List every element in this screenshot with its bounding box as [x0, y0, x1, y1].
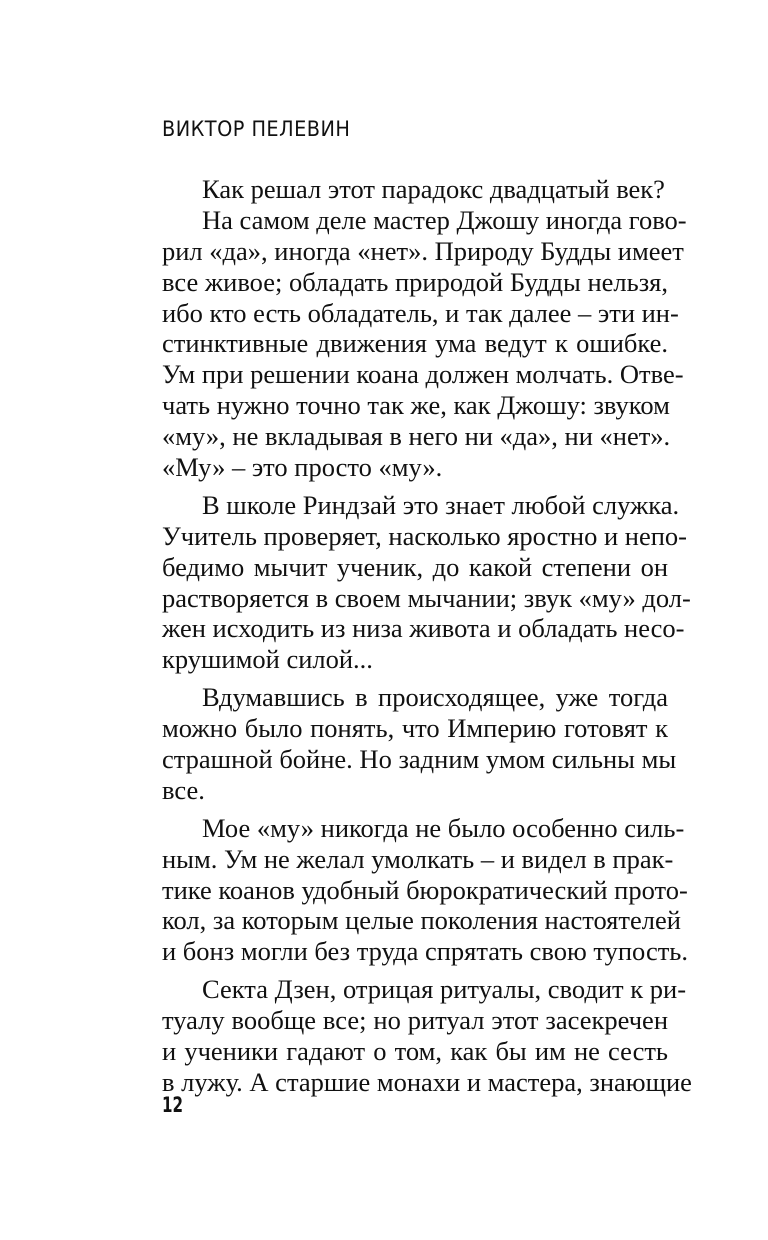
text-line: Ум при решении коана должен молчать. Отве- [162, 359, 684, 390]
text-line: жен исходить из низа живота и обладать несо- [162, 613, 685, 644]
text-line: все живое; обладать природой Будды нельзя, [162, 266, 668, 297]
body-text [162, 174, 692, 1098]
text-line: чать нужно точно так же, как Джошу: звуком [162, 390, 670, 421]
text-line: и бонз могли без труда спрятать свою тупость. [162, 936, 689, 967]
text-line: растворяется в своем мычании; звук «му» дол- [162, 582, 691, 613]
text-line: бедимо мычит ученик, до какой степени он [162, 551, 668, 582]
text-line: кол, за которым целые поколения настоятелей [162, 905, 681, 936]
text-line: «Му» – это просто «му». [162, 452, 443, 483]
text-line: в лужу. А старшие монахи и мастера, знающие [162, 1066, 692, 1097]
text-line: рил «да», иногда «нет». Природу Будды имеет [162, 235, 684, 266]
text-line: ибо кто есть обладатель, и так далее – эти ин- [162, 297, 679, 328]
running-head-author: ВИКТОР ПЕЛЕВИН [162, 117, 351, 141]
text-line: ным. Ум не желал умолкать – и видел в прак- [162, 843, 674, 874]
text-line: тике коанов удобный бюрократический прото- [162, 874, 688, 905]
text-line: На самом деле мастер Джошу иногда гово- [202, 204, 687, 235]
text-line: Учитель проверяет, насколько яростно и непо- [162, 520, 687, 551]
text-line: и ученики гадают о том, как бы им не сесть [162, 1036, 668, 1067]
text-line: Мое «му» никогда не было особенно силь- [202, 812, 685, 843]
text-line: стинктивные движения ума ведут к ошибке. [162, 328, 668, 359]
text-line: «му», не вкладывая в него ни «да», ни «нет». [162, 421, 671, 452]
text-line: Как решал этот парадокс двадцатый век? [202, 174, 665, 204]
text-line: все. [162, 774, 205, 805]
page-number: 12 [162, 1093, 184, 1117]
text-line: страшной бойне. Но задним умом сильны мы [162, 744, 677, 775]
text-line: можно было понять, что Империю готовят к [162, 713, 668, 744]
text-line: крушимой силой... [162, 644, 373, 675]
text-line: туалу вообще все; но ритуал этот засекречен [162, 1005, 668, 1036]
text-line: Секта Дзен, отрицая ритуалы, сводит к ри- [202, 974, 687, 1005]
text-line: В школе Риндзай это знает любой служка. [202, 489, 680, 520]
text-line: Вдумавшись в происходящее, уже тогда [202, 682, 668, 713]
